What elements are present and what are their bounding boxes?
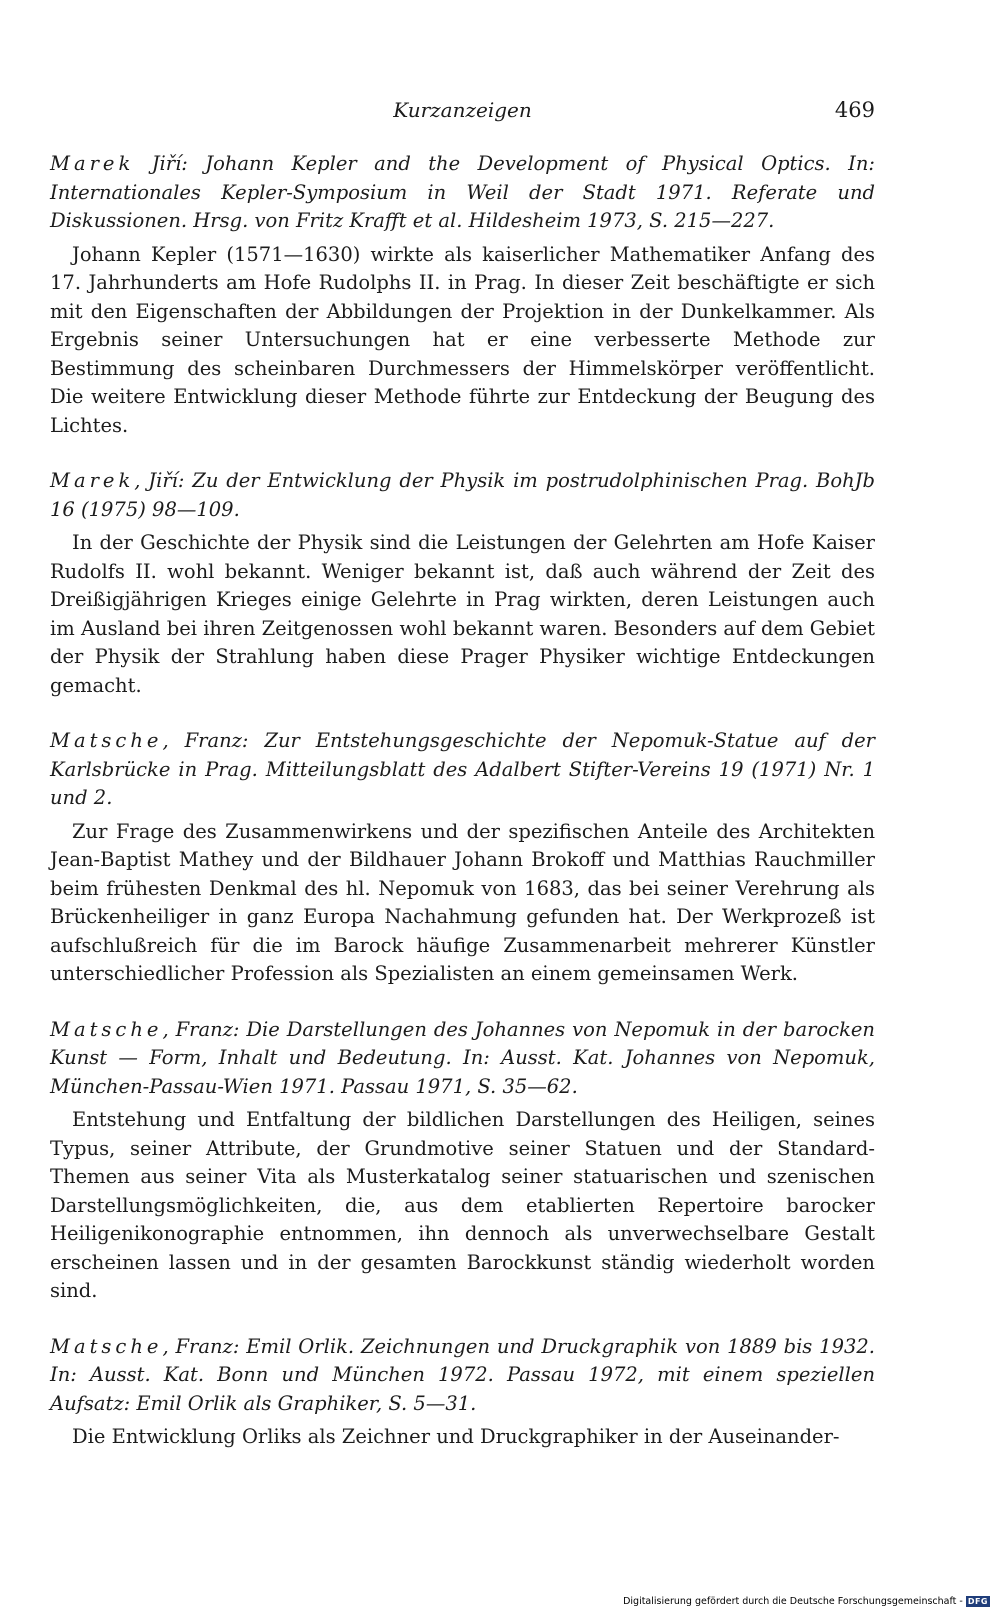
citation: [50, 727, 875, 813]
abstract: Entstehung und Entfaltung der bildlichen Darstellungen des Heiligen, seines Typus, seiner Attribute, der Grundmotive seiner Statuen und der Standard-Themen aus seiner Vita als Musterkatalog seiner statuarischen und szenischen Darstellungsmöglichkeiten, die, aus dem etablierten Repertoire barocker Heiligenikonographie entnommen, ihn dennoch als unverwechselbare Gestalt erscheinen lassen und in der gesamten Barockkunst ständig wiederholt worden sind.: [50, 1108, 875, 1302]
bibliography-entry: [50, 467, 875, 700]
citation-author: Matsche: [50, 1017, 163, 1041]
bibliography-entry: [50, 1016, 875, 1306]
citation-author: Matsche: [50, 729, 163, 752]
citation: [50, 1333, 875, 1419]
page-header: [50, 94, 875, 126]
citation-text: , Franz: Die Darstellungen des Johannes von Nepomuk in der barocken Kunst — Form, Inhalt und Bedeutung. In: Ausst. Kat. Johannes von Nepomuk, München-Passau-Wien 1971. Passau 1971, S. 35—62.: [50, 1017, 875, 1098]
citation-author: Marek: [50, 152, 135, 175]
dfg-logo: DFG: [967, 1597, 988, 1606]
footer-text: Digitalisierung gefördert durch die Deutsche Forschungsgemeinschaft -: [623, 1596, 963, 1607]
citation-author: Marek: [50, 469, 135, 492]
citation-text: , Jiří: Zu der Entwicklung der Physik im postrudolphinischen Prag. BohJb 16 (1975) 98—109.: [50, 469, 875, 521]
citation: [50, 467, 875, 524]
digitization-footer: [623, 1596, 990, 1607]
page-number: 469: [834, 98, 875, 122]
bibliography-entry: [50, 1333, 875, 1452]
bibliography-entry: [50, 150, 875, 440]
bibliography-entries: [50, 150, 875, 1452]
citation-text: , Franz: Zur Entstehungsgeschichte der Nepomuk-Statue auf der Karlsbrücke in Prag. Mitteilungsblatt des Adalbert Stifter-Vereins 19 (1971) Nr. 1 und 2.: [50, 729, 875, 809]
citation-text: Jiří: Johann Kepler and the Development of Physical Optics. In: Internationales Kepler-Symposium in Weil der Stadt 1971. Referate und Diskussionen. Hrsg. von Fritz Krafft et al. Hildesheim 1973, S. 215—227.: [50, 152, 875, 232]
citation: [50, 1016, 875, 1102]
abstract: Die Entwicklung Orliks als Zeichner und Druckgraphiker in der Auseinander-: [72, 1425, 840, 1448]
citation-text: , Franz: Emil Orlik. Zeichnungen und Druckgraphik von 1889 bis 1932. In: Ausst. Kat. Bonn und München 1972. Passau 1972, mit einem speziellen Aufsatz: Emil Orlik als Graphiker, S. 5—31.: [50, 1334, 875, 1415]
citation-author: Matsche: [50, 1334, 163, 1358]
abstract: In der Geschichte der Physik sind die Leistungen der Gelehrten am Hofe Kaiser Rudolfs II. wohl bekannt. Weniger bekannt ist, daß auch während der Zeit des Dreißigjährigen Krieges einige Gelehrte in Prag wirkten, deren Leistungen auch im Ausland bei ihren Zeitgenossen wohl bekannt waren. Besonders auf dem Gebiet der Physik der Strahlung haben diese Prager Physiker wichtige Entdeckungen gemacht.: [50, 531, 875, 697]
abstract: Zur Frage des Zusammenwirkens und der spezifischen Anteile des Architekten Jean-Baptist Mathey und der Bildhauer Johann Brokoff und Matthias Rauchmiller beim frühesten Denkmal des hl. Nepomuk von 1683, das bei seiner Verehrung als Brückenheiliger in ganz Europa Nachahmung gefunden hat. Der Werkprozeß ist aufschlußreich für die im Barock häufige Zusammenarbeit mehrerer Künstler unterschiedlicher Profession als Spezialisten an einem gemeinsamen Werk.: [50, 819, 875, 985]
bibliography-entry: [50, 727, 875, 989]
abstract: Johann Kepler (1571—1630) wirkte als kaiserlicher Mathematiker Anfang des 17. Jahrhunderts am Hofe Rudolphs II. in Prag. In dieser Zeit beschäftigte er sich mit den Eigenschaften der Abbildungen der Projektion in der Dunkelkammer. Als Ergebnis seiner Untersuchungen hat er eine verbesserte Methode zur Bestimmung des scheinbaren Durchmessers der Himmelskörper veröffentlicht. Die weitere Entwicklung dieser Methode führte zur Entdeckung der Beugung des Lichtes.: [50, 242, 875, 437]
citation: [50, 150, 875, 236]
running-head: Kurzanzeigen: [393, 98, 532, 122]
